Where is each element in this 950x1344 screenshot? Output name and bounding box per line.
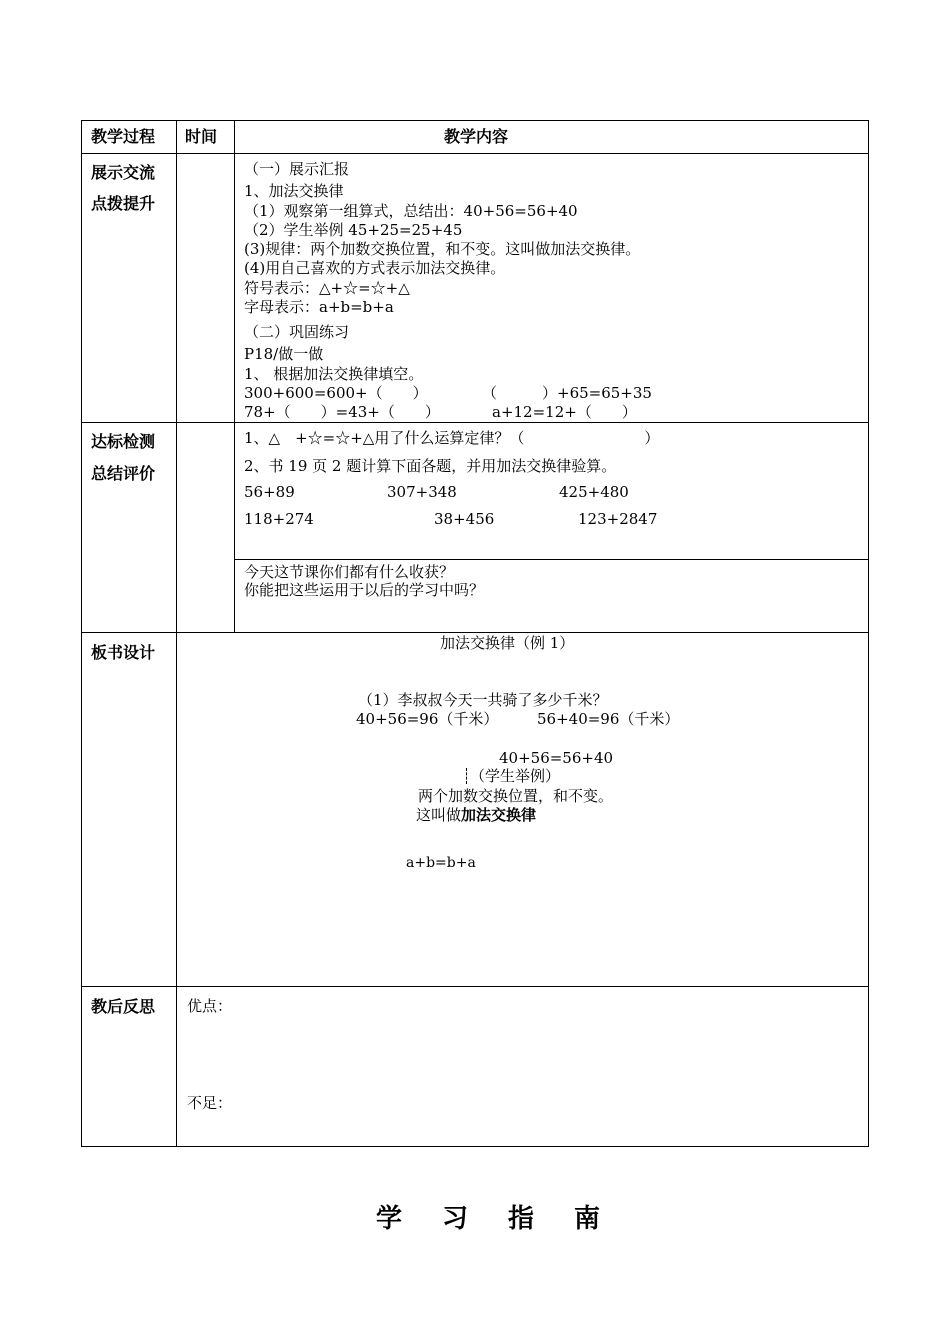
calc-3: 118+274 xyxy=(244,510,314,528)
row1-line-6: 符号表示：△+☆=☆+△ xyxy=(244,279,410,297)
calc-4: 38+456 xyxy=(434,510,495,528)
row2-label-1: 达标检测 xyxy=(91,432,156,451)
row1-line-5: (4)用自己喜欢的方式表示加法交换律。 xyxy=(244,259,506,277)
board-dashed-mark xyxy=(466,768,468,784)
footer-title: 学习指南 xyxy=(376,1204,641,1234)
summary-2: 你能把这些运用于以后的学习中吗？ xyxy=(244,581,485,599)
row1-label-1: 展示交流 xyxy=(91,163,156,182)
header-content: 教学内容 xyxy=(444,127,509,146)
row1-line-7: 字母表示：a+b=b+a xyxy=(244,298,394,316)
fill-d: a+12=12+（ ） xyxy=(492,403,637,421)
calc-0: 56+89 xyxy=(244,483,295,501)
board-called-term: 加法交换律 xyxy=(461,806,537,824)
header-time: 时间 xyxy=(185,127,218,146)
row1-label-2: 点拨提升 xyxy=(91,194,156,213)
calc-2: 425+480 xyxy=(559,483,629,501)
fill-c: 78+（ ）=43+（ ） xyxy=(244,403,440,421)
fill-a: 300+600=600+（ ） xyxy=(244,384,428,402)
reflection-cons: 不足： xyxy=(187,1094,233,1112)
row1-line-2: （1）观察第一组算式，总结出：40+56=56+40 xyxy=(244,202,578,220)
board-rule: 两个加数交换位置，和不变。 xyxy=(418,787,614,805)
row1-line-3: （2）学生举例 45+25=25+45 xyxy=(244,221,463,239)
board-example: （学生举例） xyxy=(470,767,561,785)
row1-line-10: 1、 根据加法交换律填空。 xyxy=(244,365,424,383)
row3-label: 板书设计 xyxy=(91,643,156,662)
row1-line-4: (3)规律：两个加数交换位置，和不变。这叫做加法交换律。 xyxy=(244,240,641,258)
board-title: 加法交换律（例 1） xyxy=(440,634,575,652)
summary-1: 今天这节课你们都有什么收获？ xyxy=(244,563,455,581)
board-called-prefix: 这叫做 xyxy=(416,806,462,824)
calc-5: 123+2847 xyxy=(578,510,658,528)
board-eq3: 40+56=56+40 xyxy=(499,749,614,767)
board-formula: a+b=b+a xyxy=(406,855,476,871)
row1-line-0: （一）展示汇报 xyxy=(244,160,350,178)
row1-line-1: 1、加法交换律 xyxy=(244,182,344,200)
header-process: 教学过程 xyxy=(91,127,156,146)
board-called xyxy=(416,806,536,824)
q2: 2、书 19 页 2 题计算下面各题，并用加法交换律验算。 xyxy=(244,457,617,475)
row4-label: 教后反思 xyxy=(91,997,156,1016)
fill-b: （ ）+65=65+35 xyxy=(482,384,652,402)
row1-line-8: （二）巩固练习 xyxy=(244,323,350,341)
q1: 1、△ +☆=☆+△用了什么运算定律？（ ） xyxy=(244,429,660,447)
calc-1: 307+348 xyxy=(387,483,457,501)
reflection-pros: 优点： xyxy=(187,997,233,1015)
row2-label-2: 总结评价 xyxy=(91,464,156,483)
board-eq1: 40+56=96（千米） xyxy=(356,710,499,728)
row1-line-9: P18/做一做 xyxy=(244,345,324,363)
board-eq2: 56+40=96（千米） xyxy=(537,710,680,728)
board-question: （1）李叔叔今天一共骑了多少千米？ xyxy=(358,691,608,709)
